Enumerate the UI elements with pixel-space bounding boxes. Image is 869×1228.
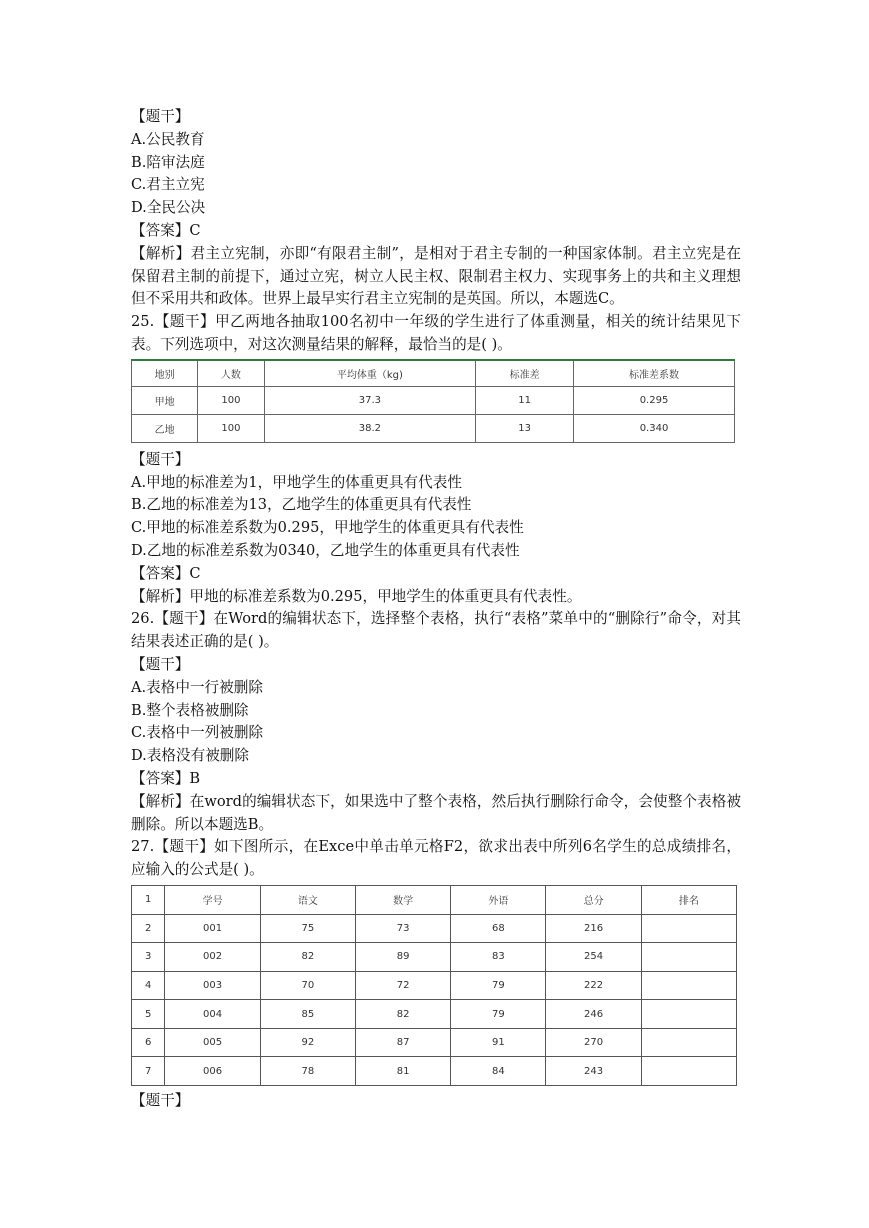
table-cell: 37.3: [264, 386, 476, 414]
table-header-row: [132, 360, 735, 387]
q24-option-b: B.陪审法庭: [131, 153, 205, 171]
q26-analysis: 【解析】在word的编辑状态下，如果选中了整个表格，然后执行删除行命令，会使整个表格被删除。所以本题选B。: [131, 792, 741, 833]
table-header-cell: 语文: [260, 885, 355, 914]
table-cell: 89: [355, 943, 450, 972]
table-cell: 4: [132, 971, 165, 1000]
q25-answer: 【答案】C: [131, 564, 201, 582]
table-header-cell: 标准差: [476, 360, 574, 387]
table-cell: 78: [260, 1057, 355, 1086]
q25-option-a: A.甲地的标准差为1，甲地学生的体重更具有代表性: [131, 473, 462, 491]
table-cell: 100: [198, 386, 264, 414]
table-row: [132, 1057, 737, 1086]
table-cell: 82: [355, 1000, 450, 1029]
table-cell: 84: [451, 1057, 546, 1086]
table-row: [132, 1028, 737, 1057]
table-cell: 乙地: [132, 414, 198, 442]
q24-option-d: D.全民公决: [131, 199, 206, 217]
q25-option-d: D.乙地的标准差系数为0340，乙地学生的体重更具有代表性: [131, 541, 520, 559]
table-cell: 75: [260, 914, 355, 943]
table-header-cell: 总分: [546, 885, 641, 914]
table-cell: 79: [451, 971, 546, 1000]
table-header-cell: 1: [132, 885, 165, 914]
q26-stem: 【题干】: [131, 655, 190, 673]
table-header-cell: 平均体重（kg): [264, 360, 476, 387]
table-cell: 72: [355, 971, 450, 1000]
table-cell: 100: [198, 414, 264, 442]
q27-score-table: [131, 885, 737, 1086]
table-cell: 7: [132, 1057, 165, 1086]
table-cell: 38.2: [264, 414, 476, 442]
table-cell: [641, 1057, 736, 1086]
table-cell: 85: [260, 1000, 355, 1029]
table-row: [132, 414, 735, 442]
table-header-cell: 地别: [132, 360, 198, 387]
table-header-cell: 排名: [641, 885, 736, 914]
table-cell: 92: [260, 1028, 355, 1057]
table-cell: 87: [355, 1028, 450, 1057]
q25-option-c: C.甲地的标准差系数为0.295，甲地学生的体重更具有代表性: [131, 519, 524, 537]
q26-option-b: B.整个表格被删除: [131, 701, 249, 719]
table-cell: 216: [546, 914, 641, 943]
q25-option-b: B.乙地的标准差为13，乙地学生的体重更具有代表性: [131, 496, 472, 514]
q24-stem: 【题干】: [131, 108, 190, 125]
table-row: [132, 943, 737, 972]
table-header-cell: 外语: [451, 885, 546, 914]
table-header-row: [132, 885, 737, 914]
q25-question: 25.【题干】甲乙两地各抽取100名初中一年级的学生进行了体重测量，相关的统计结果见下表。下列选项中，对这次测量结果的解释，最恰当的是( )。: [131, 313, 741, 353]
table-cell: 003: [165, 971, 260, 1000]
q24-answer: 【答案】C: [131, 221, 201, 239]
table-cell: 79: [451, 1000, 546, 1029]
q26-option-c: C.表格中一列被删除: [131, 724, 264, 742]
table-cell: 002: [165, 943, 260, 972]
table-cell: 246: [546, 1000, 641, 1029]
q26-question: 26.【题干】在Word的编辑状态下，选择整个表格，执行“表格”菜单中的“删除行”命令，对其结果表述正确的是( )。: [131, 610, 741, 651]
table-cell: 73: [355, 914, 450, 943]
table-cell: 0.295: [574, 386, 735, 414]
table-cell: 270: [546, 1028, 641, 1057]
table-cell: 222: [546, 971, 641, 1000]
table-cell: [641, 971, 736, 1000]
q26-option-d: D.表格没有被删除: [131, 747, 249, 765]
q25-weight-table: [131, 359, 735, 443]
table-row: [132, 1000, 737, 1029]
table-row: [132, 386, 735, 414]
table-cell: 82: [260, 943, 355, 972]
table-cell: 13: [476, 414, 574, 442]
table-row: [132, 914, 737, 943]
table-cell: 3: [132, 943, 165, 972]
table-cell: 81: [355, 1057, 450, 1086]
document-content: [131, 106, 741, 1113]
table-cell: 004: [165, 1000, 260, 1029]
table-cell: 甲地: [132, 386, 198, 414]
q24-option-a: A.公民教育: [131, 130, 205, 148]
table-cell: [641, 1000, 736, 1029]
q24-analysis: 【解析】君主立宪制，亦即“有限君主制”，是相对于君主专制的一种国家体制。君主立宪是在保留君主制的前提下，通过立宪，树立人民主权、限制君主权力、实现事务上的共和主义理想但不采用共和政体。世界上最早实行君主立宪制的是英国。所以，本题选C。: [131, 244, 741, 308]
table-cell: 68: [451, 914, 546, 943]
q25-analysis: 【解析】甲地的标准差系数为0.295，甲地学生的体重更具有代表性。: [131, 587, 582, 605]
table-cell: 83: [451, 943, 546, 972]
table-cell: 11: [476, 386, 574, 414]
table-header-cell: 标准差系数: [574, 360, 735, 387]
q27-stem: 【题干】: [131, 1092, 190, 1110]
q26-answer: 【答案】B: [131, 769, 201, 787]
table-row: [132, 971, 737, 1000]
table-cell: [641, 943, 736, 972]
table-cell: 243: [546, 1057, 641, 1086]
table-cell: [641, 1028, 736, 1057]
table-header-cell: 人数: [198, 360, 264, 387]
table-cell: 001: [165, 914, 260, 943]
table-cell: 006: [165, 1057, 260, 1086]
table-header-cell: 学号: [165, 885, 260, 914]
q27-question: 27.【题干】如下图所示，在Exce中单击单元格F2，欲求出表中所列6名学生的总成绩排名，应输入的公式是( )。: [131, 838, 741, 879]
table-cell: 005: [165, 1028, 260, 1057]
table-cell: [641, 914, 736, 943]
table-header-cell: 数学: [355, 885, 450, 914]
table-cell: 91: [451, 1028, 546, 1057]
q26-option-a: A.表格中一行被删除: [131, 678, 263, 696]
table-cell: 6: [132, 1028, 165, 1057]
q24-option-c: C.君主立宪: [131, 176, 205, 194]
table-cell: 70: [260, 971, 355, 1000]
table-cell: 5: [132, 1000, 165, 1029]
q25-stem: 【题干】: [131, 450, 190, 468]
table-cell: 2: [132, 914, 165, 943]
table-cell: 254: [546, 943, 641, 972]
table-cell: 0.340: [574, 414, 735, 442]
